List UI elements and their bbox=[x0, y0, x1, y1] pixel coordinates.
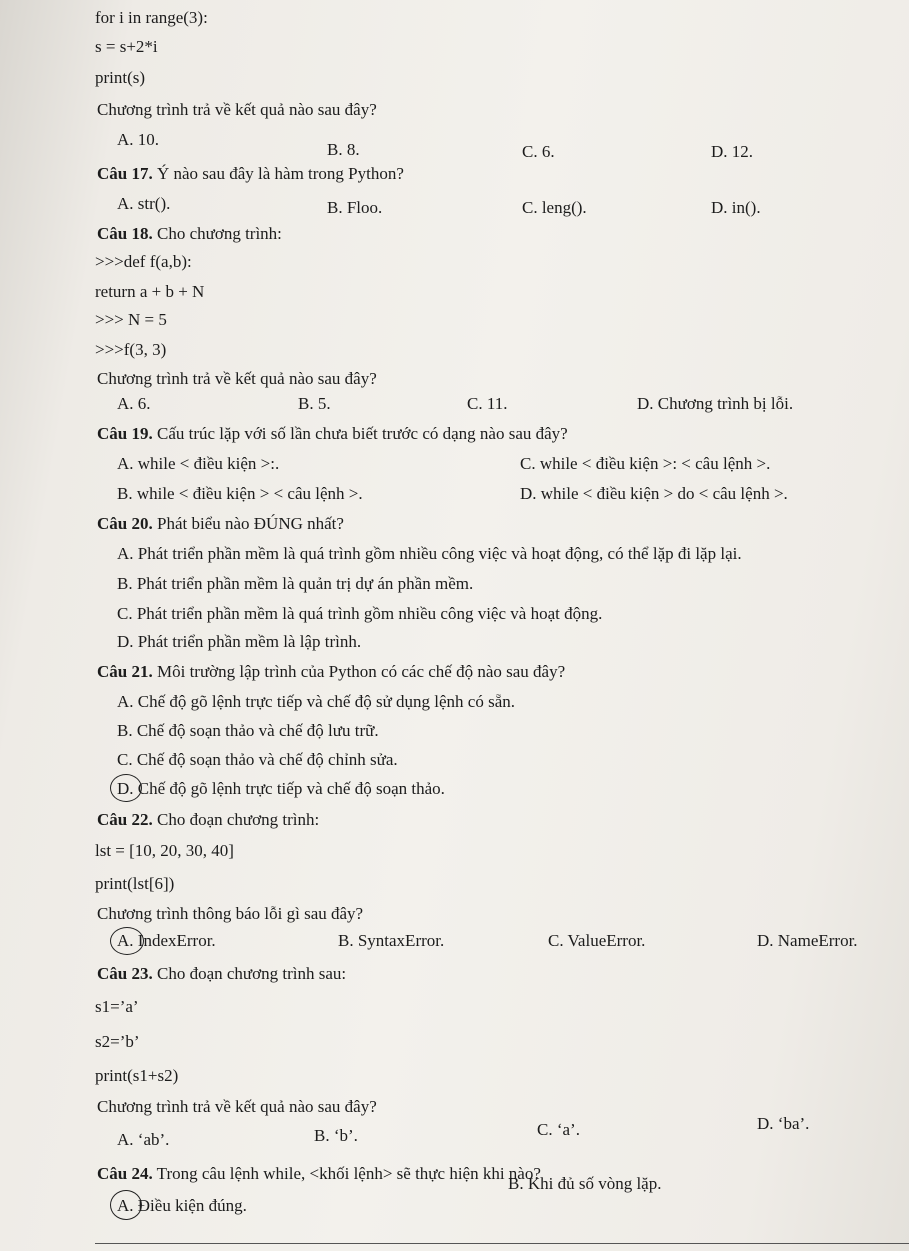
question-number: Câu 20. bbox=[97, 514, 153, 533]
question-17 bbox=[97, 164, 404, 184]
question-23 bbox=[97, 964, 346, 984]
option-a-answer: A. Điều kiện đúng. bbox=[117, 1196, 247, 1215]
question-number: Câu 22. bbox=[97, 810, 153, 829]
question-text: Cấu trúc lặp với số lần chưa biết trước có dạng nào sau đây? bbox=[152, 424, 568, 443]
answer-circle bbox=[110, 927, 144, 955]
question-stem: Chương trình trả về kết quả nào sau đây? bbox=[97, 369, 377, 388]
option-c: C. 6. bbox=[522, 142, 555, 161]
option-b: B. SyntaxError. bbox=[338, 931, 445, 950]
code-line: s1=’a’ bbox=[95, 997, 139, 1016]
question-text: Phát biểu nào ĐÚNG nhất? bbox=[152, 514, 344, 533]
question-number: Câu 21. bbox=[97, 662, 153, 681]
question-stem: Chương trình trả về kết quả nào sau đây? bbox=[97, 1097, 377, 1116]
option-c: C. ValueError. bbox=[548, 931, 646, 950]
question-text: Cho chương trình: bbox=[152, 224, 282, 243]
question-number: Câu 24. bbox=[97, 1164, 153, 1183]
question-stem: Chương trình trả về kết quả nào sau đây? bbox=[97, 100, 377, 119]
option-a: A. Phát triển phần mềm là quá trình gồm nhiều công việc và hoạt động, có thể lặp đi lặp lại. bbox=[117, 544, 742, 563]
option-a: A. Chế độ gõ lệnh trực tiếp và chế độ sử dụng lệnh có sẵn. bbox=[117, 692, 516, 711]
option-a: A. 6. bbox=[117, 394, 151, 413]
option-a: A. while < điều kiện >:. bbox=[117, 454, 280, 473]
option-a-answer: A. IndexError. bbox=[117, 931, 216, 950]
question-19 bbox=[97, 424, 568, 444]
code-line: s = s+2*i bbox=[95, 37, 158, 56]
option-c: C. while < điều kiện >: < câu lệnh >. bbox=[520, 454, 771, 473]
option-d: D. in(). bbox=[711, 198, 761, 217]
code-line: print(s) bbox=[95, 68, 146, 87]
code-line: return a + b + N bbox=[95, 282, 205, 301]
question-21 bbox=[97, 662, 565, 682]
question-text: Cho đoạn chương trình: bbox=[152, 810, 320, 829]
option-d: D. while < điều kiện > do < câu lệnh >. bbox=[520, 484, 788, 503]
question-number: Câu 23. bbox=[97, 964, 153, 983]
question-text: Môi trường lập trình của Python có các chế độ nào sau đây? bbox=[152, 662, 566, 681]
option-d: D. Phát triển phần mềm là lập trình. bbox=[117, 632, 362, 651]
option-a: A. 10. bbox=[117, 130, 160, 149]
option-d: D. 12. bbox=[711, 142, 754, 161]
option-b: B. ‘b’. bbox=[314, 1126, 358, 1145]
option-b: B. Phát triển phần mềm là quản trị dự án phần mềm. bbox=[117, 574, 474, 593]
question-22 bbox=[97, 810, 319, 830]
question-text: Ý nào sau đây là hàm trong Python? bbox=[152, 164, 404, 183]
answer-circle bbox=[110, 774, 142, 802]
code-line: >>>def f(a,b): bbox=[95, 252, 192, 271]
option-d: D. NameError. bbox=[757, 931, 858, 950]
question-text: Trong câu lệnh while, <khối lệnh> sẽ thực hiện khi nào? bbox=[152, 1164, 541, 1183]
code-line: for i in range(3): bbox=[95, 8, 208, 27]
question-18 bbox=[97, 224, 282, 244]
option-a: A. str(). bbox=[117, 194, 171, 213]
option-d: D. ‘ba’. bbox=[757, 1114, 810, 1133]
question-number: Câu 19. bbox=[97, 424, 153, 443]
question-number: Câu 17. bbox=[97, 164, 153, 183]
option-c: C. Chế độ soạn thảo và chế độ chỉnh sửa. bbox=[117, 750, 398, 769]
question-stem: Chương trình thông báo lỗi gì sau đây? bbox=[97, 904, 364, 923]
option-c: C. ‘a’. bbox=[537, 1120, 580, 1139]
option-a: A. ‘ab’. bbox=[117, 1130, 170, 1149]
code-line: >>> N = 5 bbox=[95, 310, 167, 329]
option-b: B. 8. bbox=[327, 140, 360, 159]
option-c: C. leng(). bbox=[522, 198, 587, 217]
option-b: B. Chế độ soạn thảo và chế độ lưu trữ. bbox=[117, 721, 379, 740]
answer-circle bbox=[110, 1190, 142, 1220]
option-c: C. 11. bbox=[467, 394, 508, 413]
question-text: Cho đoạn chương trình sau: bbox=[152, 964, 347, 983]
option-d-answer: D. Chế độ gõ lệnh trực tiếp và chế độ soạn thảo. bbox=[117, 779, 445, 798]
option-b: B. 5. bbox=[298, 394, 331, 413]
code-line: >>>f(3, 3) bbox=[95, 340, 167, 359]
option-b: B. while < điều kiện > < câu lệnh >. bbox=[117, 484, 363, 503]
code-line: lst = [10, 20, 30, 40] bbox=[95, 841, 234, 860]
option-d: D. Chương trình bị lỗi. bbox=[637, 394, 794, 413]
code-line: print(s1+s2) bbox=[95, 1066, 179, 1085]
code-line: s2=’b’ bbox=[95, 1032, 140, 1051]
option-c: C. Phát triển phần mềm là quá trình gồm nhiều công việc và hoạt động. bbox=[117, 604, 603, 623]
bottom-rule bbox=[95, 1243, 909, 1244]
code-line: print(lst[6]) bbox=[95, 874, 175, 893]
question-24 bbox=[97, 1164, 541, 1184]
option-b: B. Floo. bbox=[327, 198, 383, 217]
question-number: Câu 18. bbox=[97, 224, 153, 243]
option-b: B. Khi đủ số vòng lặp. bbox=[508, 1174, 662, 1193]
question-20 bbox=[97, 514, 344, 534]
